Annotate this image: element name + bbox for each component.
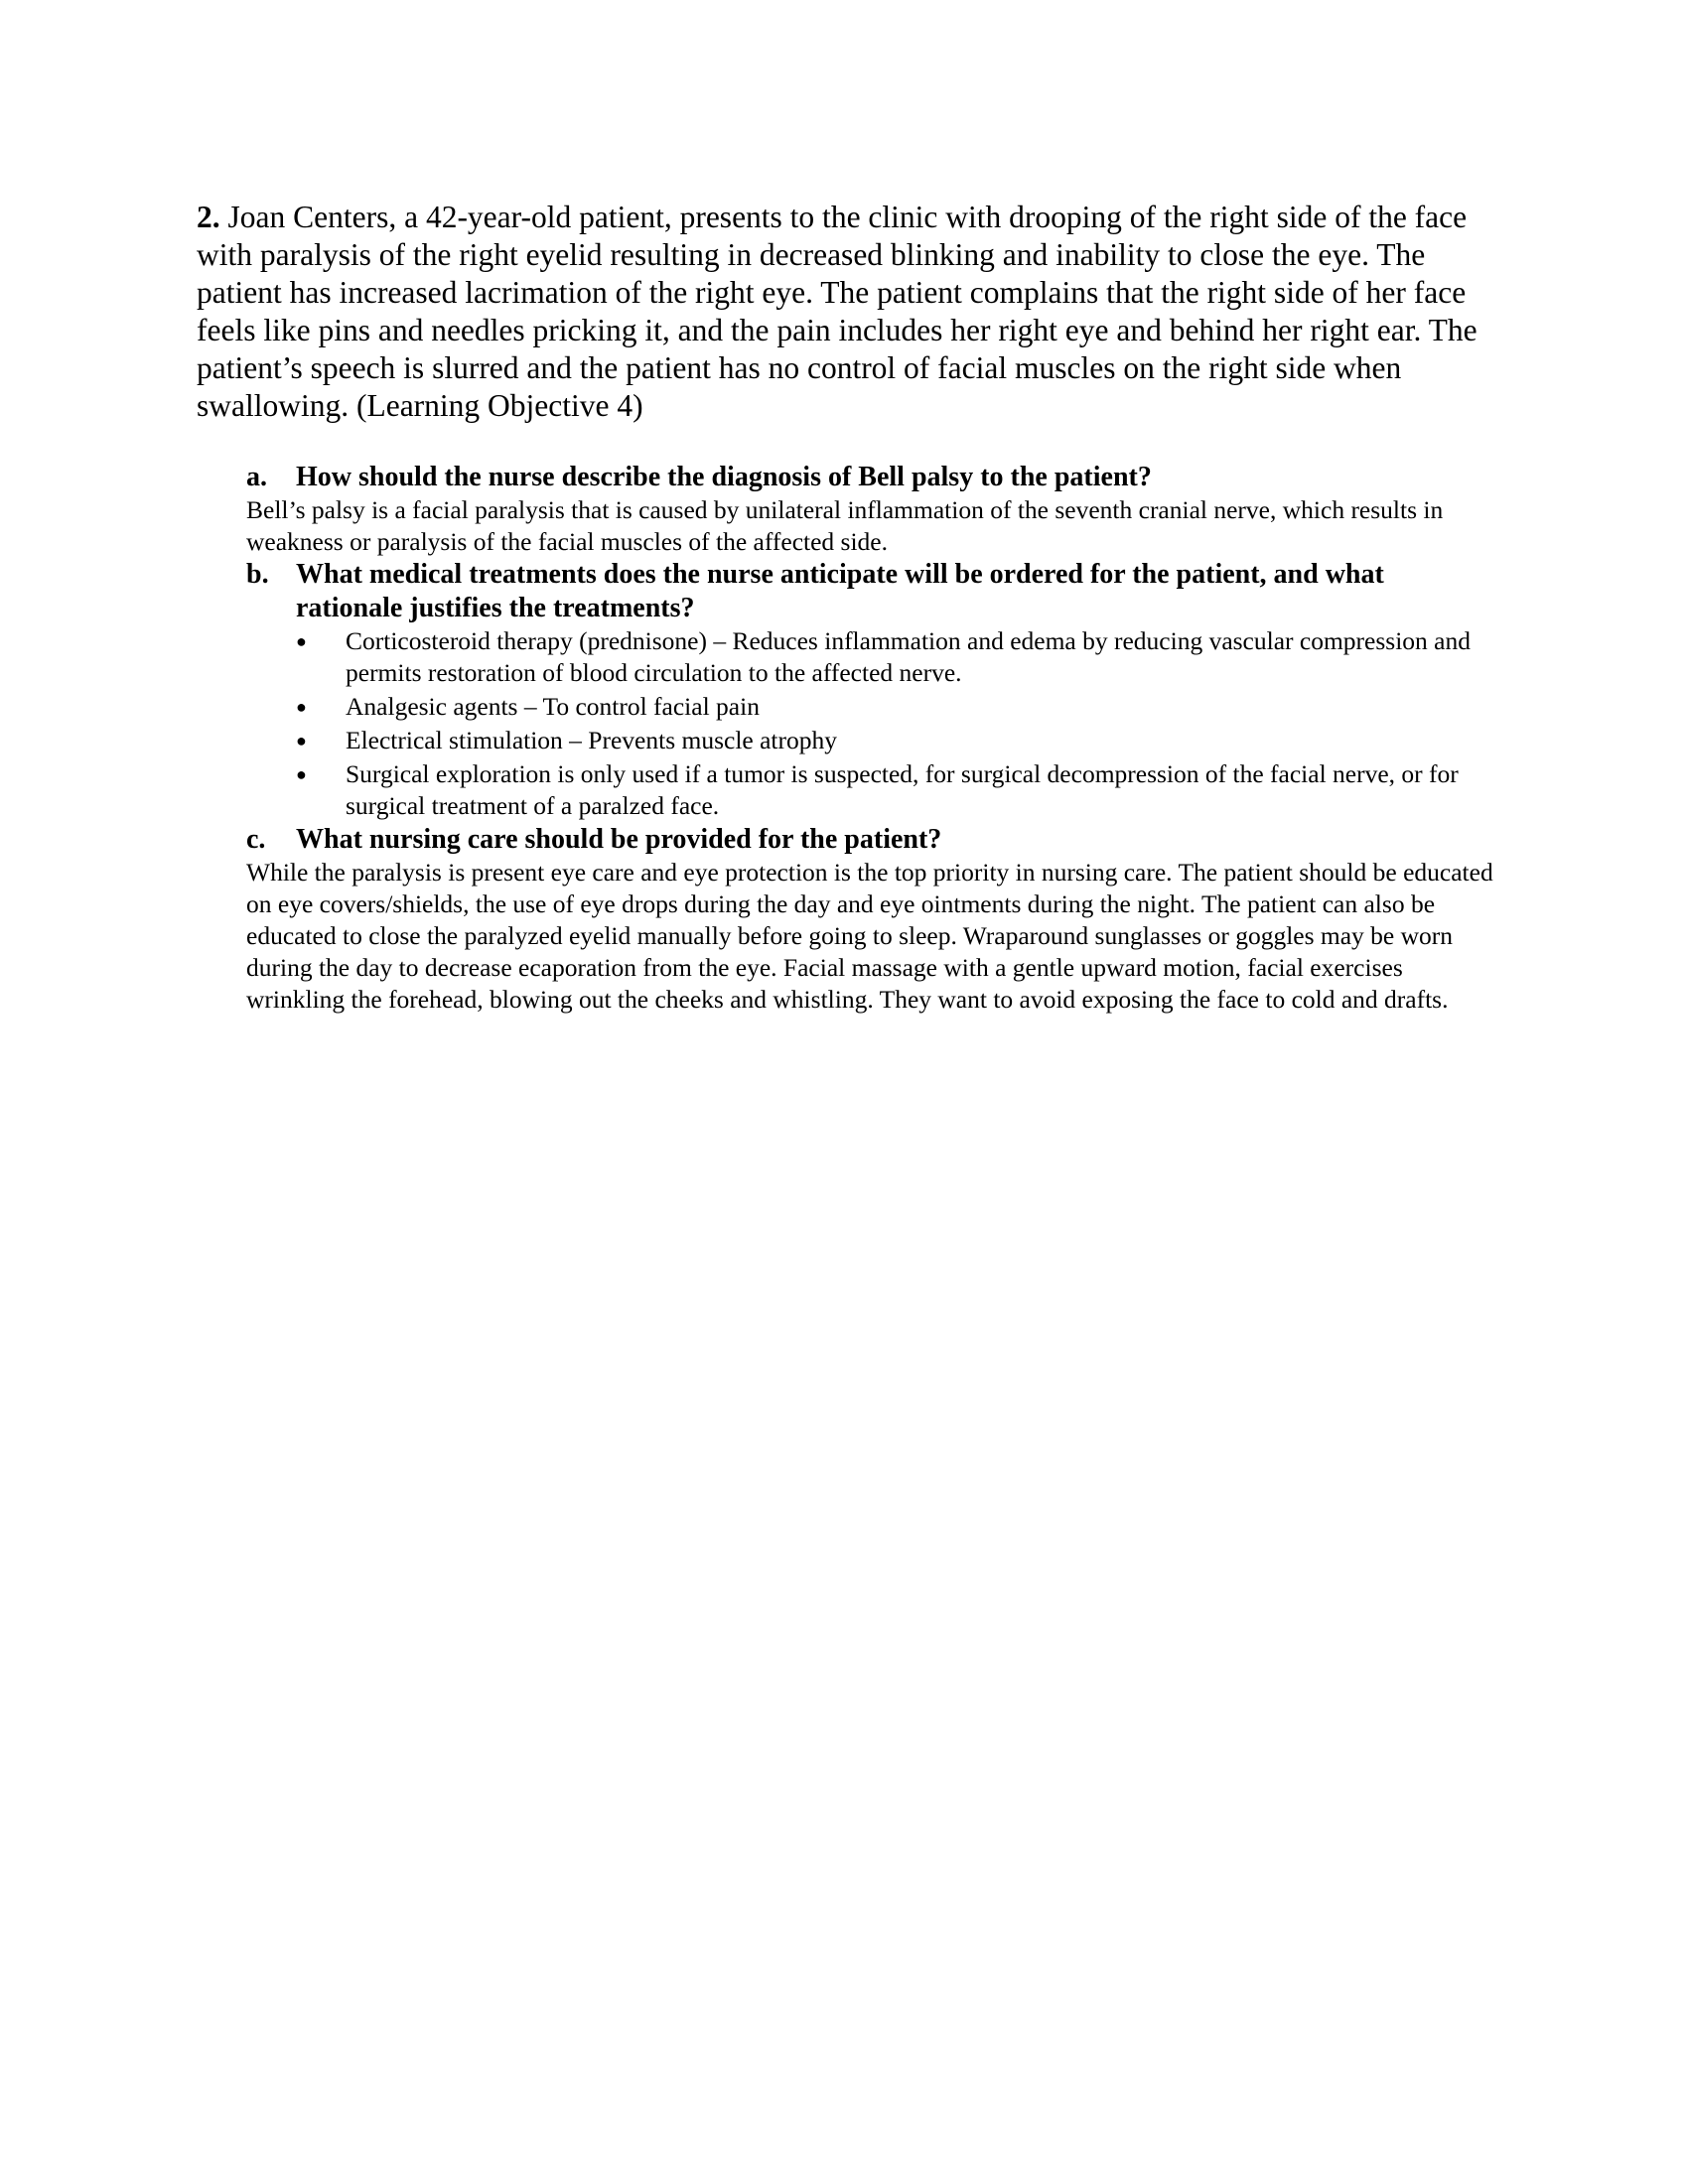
question-heading xyxy=(246,558,1497,625)
answer-text: Bell’s palsy is a facial paralysis that is caused by unilateral inflammation of the seventh cranial nerve, which results in weakness or paralysis of the facial muscles of the affected side. xyxy=(246,495,1444,556)
bullet-icon: ● xyxy=(296,697,307,717)
question-heading xyxy=(246,823,1497,857)
list-item xyxy=(296,691,1497,723)
question-block-b xyxy=(246,558,1497,824)
list-item-text: Surgical exploration is only used if a tumor is suspected, for surgical decompression of the facial nerve, or for surgical treatment of a paralzed face. xyxy=(346,759,1459,820)
question-text: How should the nurse describe the diagnosis of Bell palsy to the patient? xyxy=(296,462,1152,492)
question-block-c xyxy=(246,823,1497,1016)
question-text: What medical treatments does the nurse anticipate will be ordered for the patient, and what rationale justifies the treatments? xyxy=(296,559,1384,623)
question-letter: c. xyxy=(246,824,266,855)
question-text: What nursing care should be provided for the patient? xyxy=(296,824,942,855)
bullet-icon: ● xyxy=(296,631,307,651)
list-item-text: Analgesic agents – To control facial pain xyxy=(346,692,760,721)
case-number: 2. xyxy=(197,200,220,234)
case-scenario xyxy=(197,199,1487,425)
list-item xyxy=(296,725,1497,756)
bullet-icon: ● xyxy=(296,764,307,784)
question-letter: b. xyxy=(246,559,269,590)
question-letter: a. xyxy=(246,462,267,492)
treatment-list xyxy=(246,625,1497,822)
list-item-text: Electrical stimulation – Prevents muscle atrophy xyxy=(346,726,837,754)
case-text: Joan Centers, a 42-year-old patient, presents to the clinic with drooping of the right side of the face with paralysis of the right eyelid resulting in decreased blinking and inability to close the eye. The patient has increased lacrimation of the right eye. The patient complains that the right side of her face feels like pins and needles pricking it, and the pain includes her right eye and behind her right ear. The patient’s speech is slurred and the patient has no control of facial muscles on the right side when swallowing. (Learning Objective 4) xyxy=(197,200,1477,423)
list-item-text: Corticosteroid therapy (prednisone) – Reduces inflammation and edema by reducing vascular compression and permits restoration of blood circulation to the affected nerve. xyxy=(346,626,1471,687)
bullet-icon: ● xyxy=(296,731,307,751)
question-heading xyxy=(246,461,1497,494)
question-block-a xyxy=(246,461,1497,558)
list-item xyxy=(296,758,1497,822)
list-item xyxy=(296,625,1497,689)
answer-text: While the paralysis is present eye care and eye protection is the top priority in nursing care. The patient should be educated on eye covers/shields, the use of eye drops during the day and eye ointments during the night. The patient can also be educated to close the paralyzed eyelid manually before going to sleep. Wraparound sunglasses or goggles may be worn during the day to decrease ecaporation from the eye. Facial massage with a gentle upward motion, facial exercises wrinkling the forehead, blowing out the cheeks and whistling. They want to avoid exposing the face to cold and drafts. xyxy=(246,858,1493,1014)
